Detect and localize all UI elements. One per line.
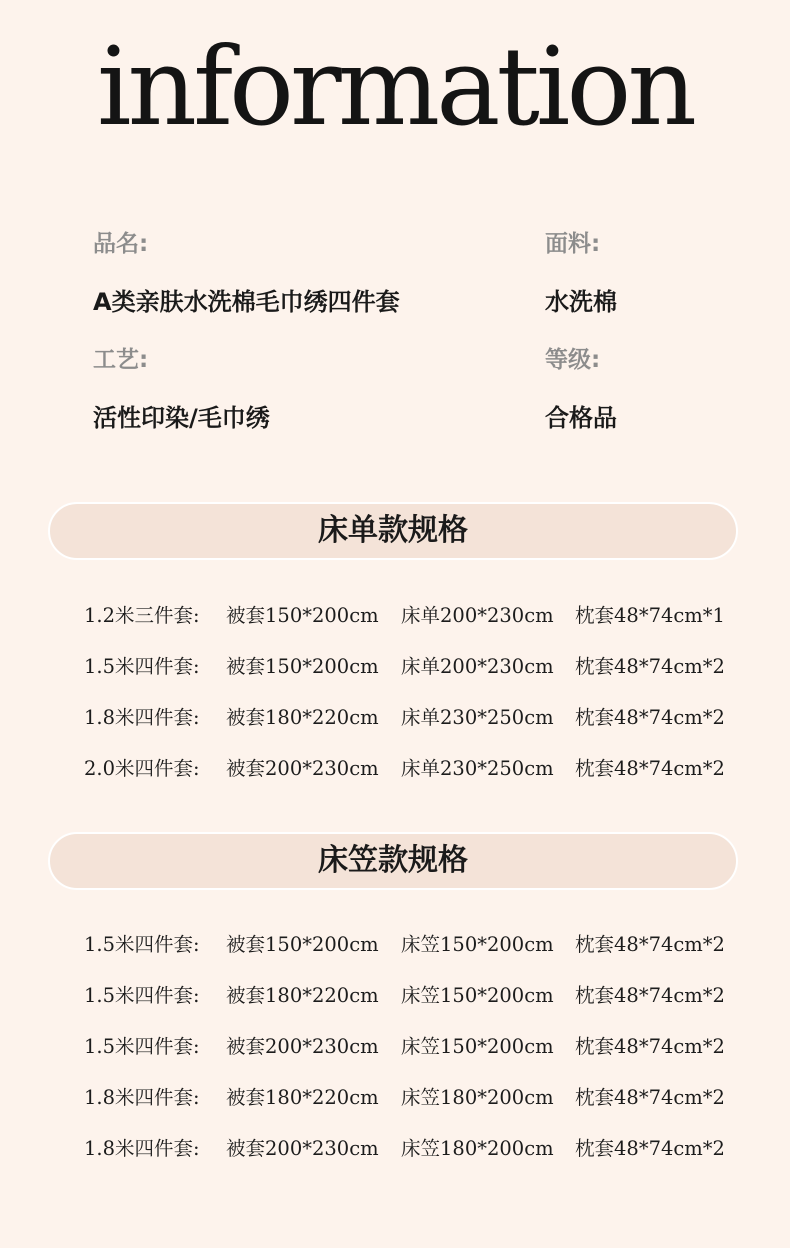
size-cell: 1.5米四件套: [84, 654, 200, 678]
table-row [84, 1019, 744, 1070]
table-row [84, 1121, 744, 1172]
craft-label: 工艺: [93, 346, 149, 373]
product-name-label: 品名: [93, 230, 149, 257]
info-row [93, 212, 713, 270]
table-row [84, 917, 744, 968]
pillowcase-cell: 枕套48*74cm*2 [575, 932, 725, 956]
pillowcase-cell: 枕套48*74cm*1 [575, 603, 725, 627]
duvet-cover-cell: 被套150*200cm [226, 932, 379, 956]
table-row [84, 588, 744, 639]
table-row [84, 639, 744, 690]
fabric-value: 水洗棉 [545, 287, 617, 316]
sheet-cell: 床笠150*200cm [401, 1034, 554, 1058]
size-cell: 1.5米四件套: [84, 983, 200, 1007]
spec-table-fitted-sheet [84, 917, 744, 1172]
size-cell: 2.0米四件套: [84, 756, 200, 780]
pillowcase-cell: 枕套48*74cm*2 [575, 1085, 725, 1109]
sheet-cell: 床笠180*200cm [401, 1136, 554, 1160]
sheet-cell: 床笠150*200cm [401, 932, 554, 956]
craft-value: 活性印染/毛巾绣 [93, 403, 270, 432]
sheet-cell: 床单200*230cm [401, 654, 554, 678]
product-info [93, 212, 713, 444]
fabric-label: 面料: [545, 230, 601, 257]
info-row [93, 386, 713, 444]
page-title: information [96, 25, 694, 150]
duvet-cover-cell: 被套200*230cm [226, 1136, 379, 1160]
duvet-cover-cell: 被套150*200cm [226, 603, 379, 627]
sheet-cell: 床笠150*200cm [401, 983, 554, 1007]
grade-label: 等级: [545, 346, 601, 373]
pillowcase-cell: 枕套48*74cm*2 [575, 1136, 725, 1160]
size-cell: 1.5米四件套: [84, 932, 200, 956]
duvet-cover-cell: 被套200*230cm [226, 756, 379, 780]
grade-value: 合格品 [545, 403, 617, 432]
duvet-cover-cell: 被套180*220cm [226, 983, 379, 1007]
section-banner-flat-sheet: 床单款规格 [48, 502, 738, 560]
table-row [84, 968, 744, 1019]
spec-table-flat-sheet [84, 588, 744, 792]
pillowcase-cell: 枕套48*74cm*2 [575, 756, 725, 780]
duvet-cover-cell: 被套200*230cm [226, 1034, 379, 1058]
pillowcase-cell: 枕套48*74cm*2 [575, 654, 725, 678]
size-cell: 1.5米四件套: [84, 1034, 200, 1058]
size-cell: 1.2米三件套: [84, 603, 200, 627]
info-row [93, 270, 713, 328]
sheet-cell: 床笠180*200cm [401, 1085, 554, 1109]
pillowcase-cell: 枕套48*74cm*2 [575, 705, 725, 729]
table-row [84, 741, 744, 792]
duvet-cover-cell: 被套180*220cm [226, 1085, 379, 1109]
section-banner-fitted-sheet: 床笠款规格 [48, 832, 738, 890]
table-row [84, 1070, 744, 1121]
duvet-cover-cell: 被套180*220cm [226, 705, 379, 729]
info-row [93, 328, 713, 386]
product-name-value: A类亲肤水洗棉毛巾绣四件套 [93, 287, 400, 316]
size-cell: 1.8米四件套: [84, 1085, 200, 1109]
size-cell: 1.8米四件套: [84, 1136, 200, 1160]
table-row [84, 690, 744, 741]
size-cell: 1.8米四件套: [84, 705, 200, 729]
pillowcase-cell: 枕套48*74cm*2 [575, 1034, 725, 1058]
sheet-cell: 床单230*250cm [401, 705, 554, 729]
sheet-cell: 床单200*230cm [401, 603, 554, 627]
duvet-cover-cell: 被套150*200cm [226, 654, 379, 678]
pillowcase-cell: 枕套48*74cm*2 [575, 983, 725, 1007]
sheet-cell: 床单230*250cm [401, 756, 554, 780]
